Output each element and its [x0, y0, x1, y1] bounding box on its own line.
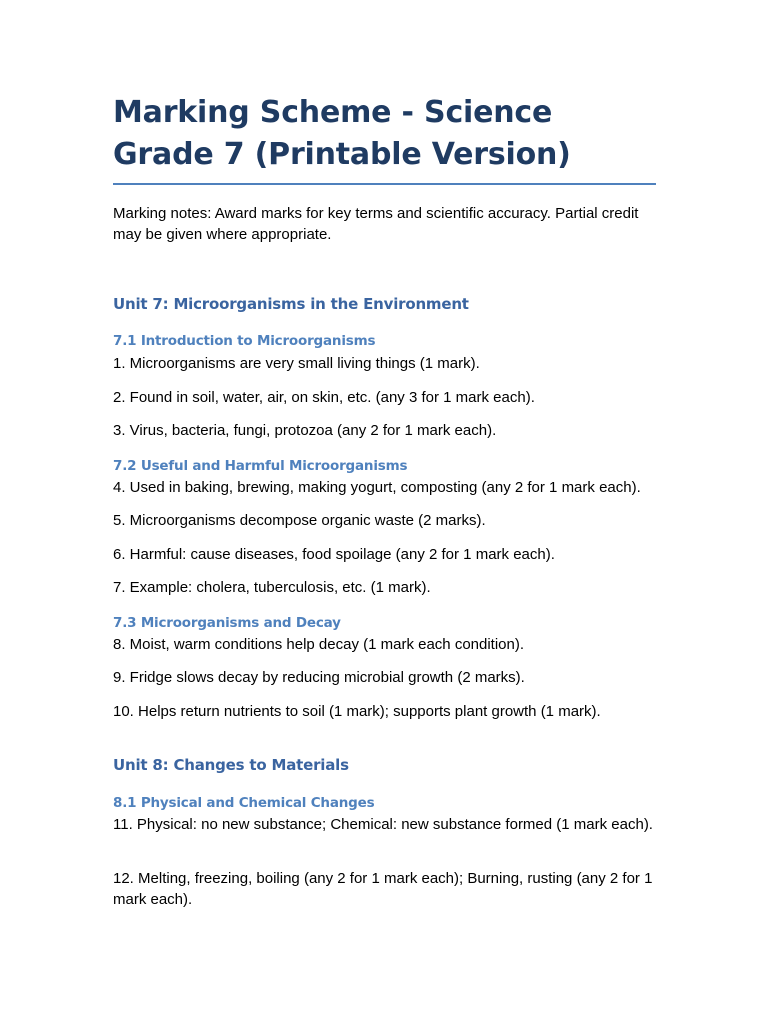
answer-item: 12. Melting, freezing, boiling (any 2 for 1 mark each); Burning, rusting (any 2 for 1 mark each). — [113, 870, 653, 908]
answer-item: 11. Physical: no new substance; Chemical: new substance formed (1 mark each). — [113, 816, 653, 833]
document-title: Marking Scheme - Science Grade 7 (Printable Version) — [113, 92, 656, 185]
answer-item: 8. Moist, warm conditions help decay (1 mark each condition). — [113, 636, 525, 653]
answer-item: 1. Microorganisms are very small living things (1 mark). — [113, 355, 480, 372]
answer-item: 9. Fridge slows decay by reducing microbial growth (2 marks). — [113, 669, 525, 686]
section-7-3-heading: 7.3 Microorganisms and Decay — [113, 615, 341, 631]
answer-item: 2. Found in soil, water, air, on skin, etc. (any 3 for 1 mark each). — [113, 389, 535, 406]
unit-7-heading: Unit 7: Microorganisms in the Environment — [113, 295, 469, 313]
answer-item: 5. Microorganisms decompose organic waste (2 marks). — [113, 512, 486, 529]
section-8-1-heading: 8.1 Physical and Chemical Changes — [113, 795, 375, 811]
document-page — [113, 92, 656, 908]
answer-item: 4. Used in baking, brewing, making yogurt, composting (any 2 for 1 mark each). — [113, 479, 641, 496]
answer-item: 10. Helps return nutrients to soil (1 mark); supports plant growth (1 mark). — [113, 703, 601, 720]
answer-item: 3. Virus, bacteria, fungi, protozoa (any 2 for 1 mark each). — [113, 422, 497, 439]
section-7-2-heading: 7.2 Useful and Harmful Microorganisms — [113, 458, 408, 474]
unit-8-heading: Unit 8: Changes to Materials — [113, 756, 349, 774]
marking-notes: Marking notes: Award marks for key terms and scientific accuracy. Partial credit may be given where appropriate. — [113, 205, 639, 243]
answer-item: 6. Harmful: cause diseases, food spoilage (any 2 for 1 mark each). — [113, 546, 555, 563]
answer-item: 7. Example: cholera, tuberculosis, etc. (1 mark). — [113, 579, 431, 596]
section-7-1-heading: 7.1 Introduction to Microorganisms — [113, 333, 376, 349]
